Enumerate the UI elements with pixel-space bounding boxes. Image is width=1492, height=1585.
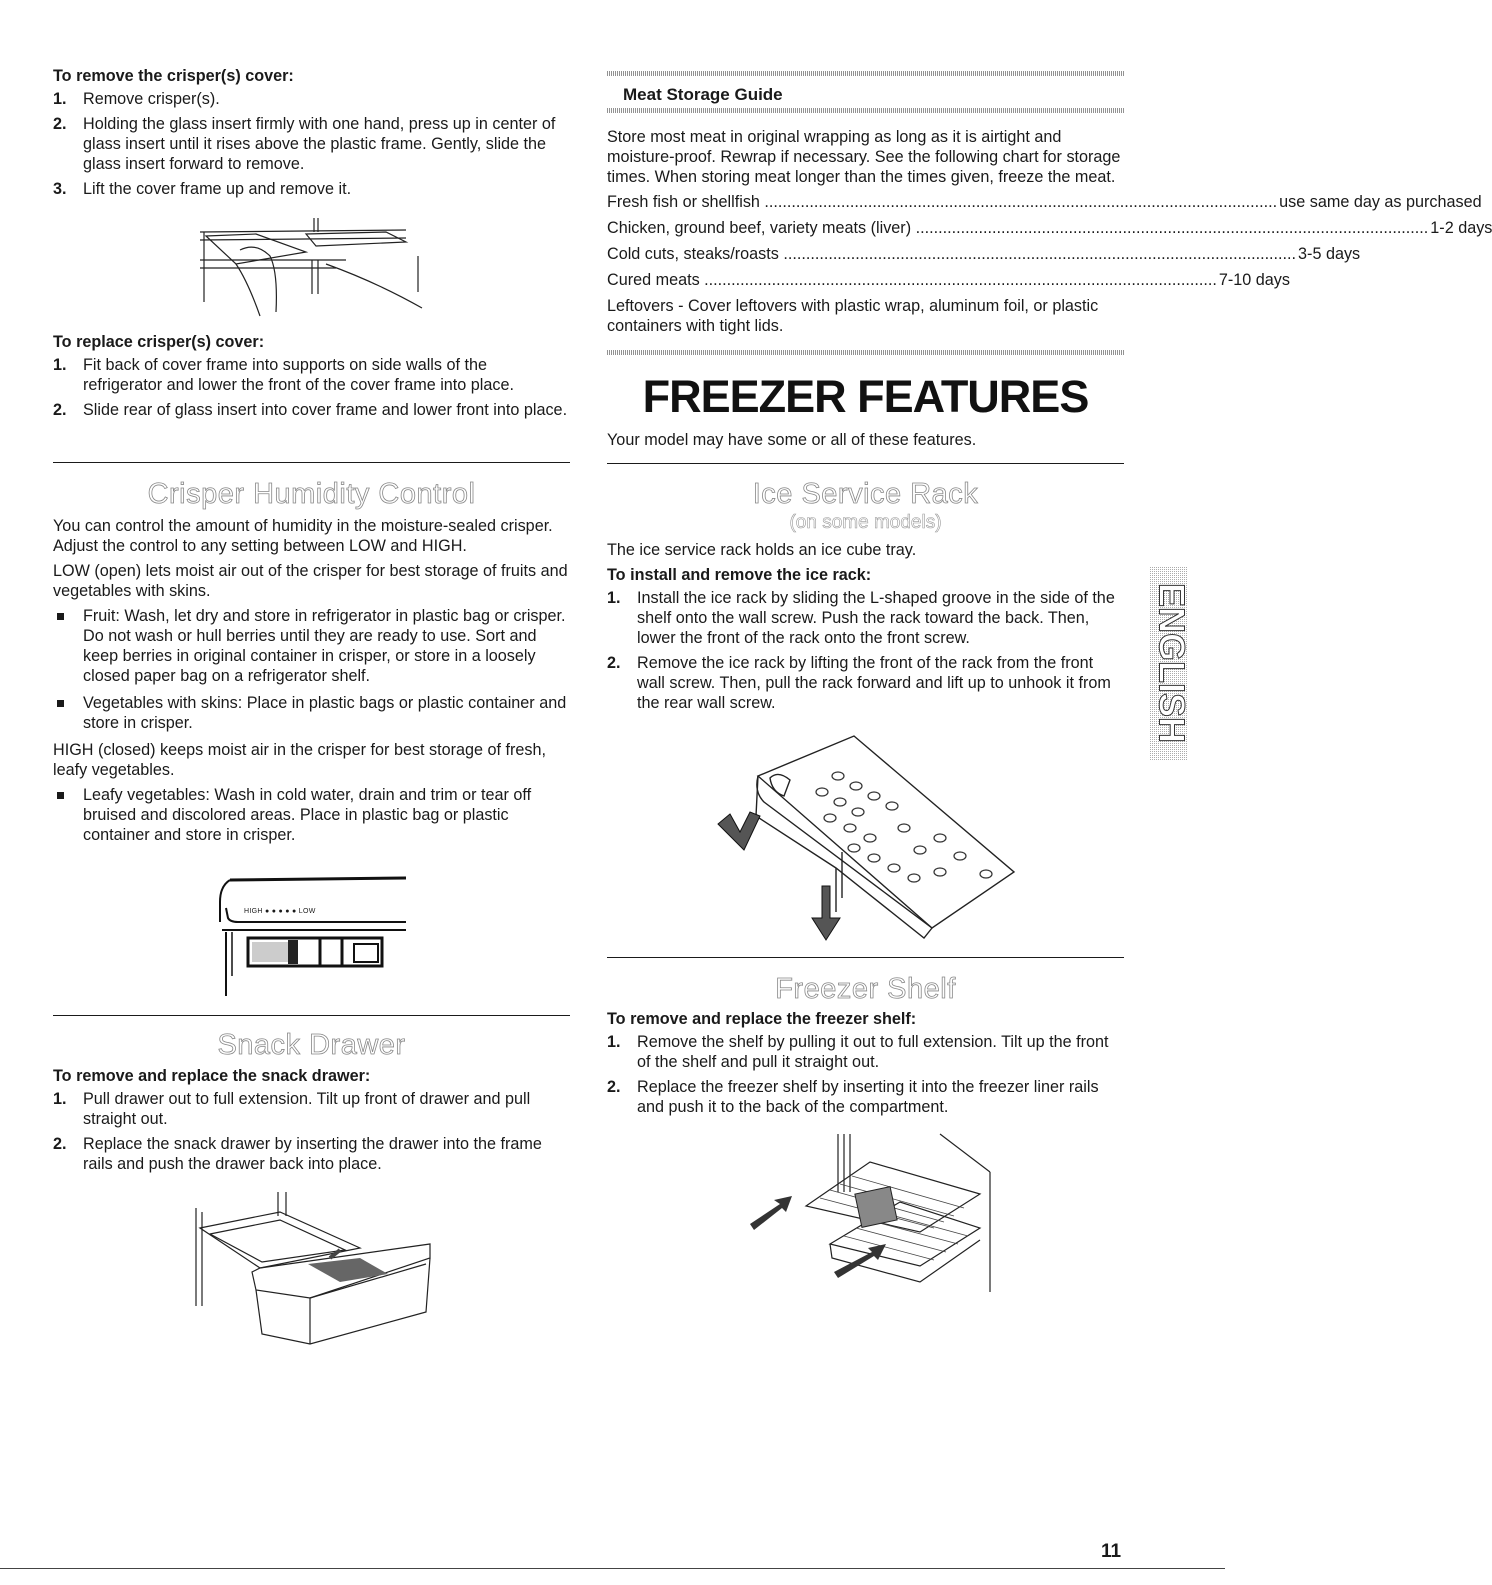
list-item: 2. Replace the freezer shelf by inserting it into the freezer liner rails and push it to the back of the compartment. <box>607 1078 1099 1116</box>
meat-intro: Store most meat in original wrapping as long as it is airtight and moisture-proof. Rewrap if necessary. See the following chart for storage times. When storing meat longer than the times given, freeze the meat. <box>607 128 1121 186</box>
meat-title-rule <box>607 108 1124 113</box>
table-row: Cured meats ..... 7-10 days <box>607 270 1124 290</box>
snack-title: Snack Drawer <box>217 1029 406 1061</box>
humidity-title: Crisper Humidity Control <box>147 478 476 510</box>
list-item: 1. Install the ice rack by sliding the L-shaped groove in the side of the shelf onto the wall screw. Push the rack toward the back. Then, lower the front of the rack onto the front screw. <box>607 589 1115 647</box>
list-item: 1. Pull drawer out to full extension. Tilt up front of drawer and pull straight out. <box>53 1090 531 1128</box>
humidity-control-label: HIGH ● ● ● ● ● LOW <box>244 908 316 915</box>
list-item: Vegetables with skins: Place in plastic bags or plastic container and store in crisper. <box>53 693 570 733</box>
snack-drawer-illustration <box>190 1188 440 1348</box>
list-item: 2. Slide rear of glass insert into cover frame and lower front into place. <box>53 401 568 419</box>
left-column-lower <box>53 462 570 852</box>
list-item: 1. Fit back of cover frame into supports on side walls of the refrigerator and lower the front of the cover frame into place. <box>53 356 514 394</box>
remove-cover-heading: To remove the crisper(s) cover: <box>53 67 294 85</box>
freezer-features-title: FREEZER FEATURES <box>642 371 1089 422</box>
humidity-intro: You can control the amount of humidity in the moisture-sealed crisper. Adjust the control to any setting between LOW and HIGH. <box>53 517 553 555</box>
ice-rack-intro: The ice service rack holds an ice cube tray. <box>607 541 917 559</box>
ice-rack-illustration <box>704 732 1024 944</box>
high-bullets <box>53 785 570 845</box>
replace-cover-steps <box>53 355 570 420</box>
table-row: Chicken, ground beef, variety meats (liver) ..... 1-2 days <box>607 218 1124 238</box>
freezer-shelf-illustration <box>740 1132 1000 1294</box>
ice-rack-steps <box>607 588 1124 713</box>
meat-bottom-rule <box>607 350 1124 355</box>
ice-rack-subtitle: (on some models) <box>789 512 942 533</box>
freezer-shelf-section <box>607 957 1124 1122</box>
page-number: 11 <box>1101 1541 1122 1562</box>
list-item: Leafy vegetables: Wash in cold water, drain and trim or tear off bruised and discolored areas. Place in plastic bag or plastic container and store in crisper. <box>53 785 570 845</box>
freezer-shelf-heading: To remove and replace the freezer shelf: <box>607 1010 917 1028</box>
humidity-low: LOW (open) lets moist air out of the crisper for best storage of fruits and vegetables with skins. <box>53 562 568 600</box>
freezer-shelf-title: Freezer Shelf <box>775 973 956 1005</box>
meat-top-rule <box>607 71 1124 76</box>
snack-steps <box>53 1089 570 1174</box>
meat-leftovers: Leftovers - Cover leftovers with plastic wrap, aluminum foil, or plastic containers with tight lids. <box>607 297 1099 335</box>
english-side-tab <box>1150 567 1193 760</box>
meat-title: Meat Storage Guide <box>623 85 783 104</box>
ice-rack-heading: To install and remove the ice rack: <box>607 566 872 584</box>
humidity-high: HIGH (closed) keeps moist air in the crisper for best storage of fresh, leafy vegetables. <box>53 741 547 779</box>
remove-cover-steps <box>53 89 570 199</box>
list-item: 2. Replace the snack drawer by inserting the drawer into the frame rails and push the drawer back into place. <box>53 1135 542 1173</box>
ice-rack-title: Ice Service Rack <box>752 478 979 510</box>
list-item: 1. Remove the shelf by pulling it out to full extension. Tilt up the front of the shelf and pull it straight out. <box>607 1033 1109 1071</box>
page-bottom-rule <box>0 1568 1225 1569</box>
list-item: 3. Lift the cover frame up and remove it. <box>53 180 352 198</box>
humidity-control-illustration <box>218 872 408 998</box>
low-bullets <box>53 606 570 733</box>
table-row: Fresh fish or shellfish ..... use same day as purchased <box>607 192 1124 212</box>
side-tab-label: ENGLISH <box>1151 582 1193 744</box>
snack-heading: To remove and replace the snack drawer: <box>53 1067 371 1085</box>
list-item: 2. Remove the ice rack by lifting the front of the rack from the front wall screw. Then, pull the rack forward and lift up to unhook it from the rear wall screw. <box>607 654 1111 712</box>
list-item: Fruit: Wash, let dry and store in refrigerator in plastic bag or crisper. Do not wash or hull berries until they are ready to use. Sort and keep berries in original container in crisper, or store in a loosely closed paper bag on a refrigerator shelf. <box>53 606 570 686</box>
list-item: 2. Holding the glass insert firmly with one hand, press up in center of glass insert until it rises above the plastic frame. Gently, slide the glass insert forward to remove. <box>53 115 556 173</box>
crisper-cover-illustration <box>196 212 426 322</box>
snack-section <box>53 1015 570 1179</box>
list-item: 1. Remove crisper(s). <box>53 90 220 108</box>
table-row: Cold cuts, steaks/roasts ..... 3-5 days <box>607 244 1124 264</box>
freezer-shelf-steps <box>607 1032 1124 1117</box>
freezer-intro: Your model may have some or all of these features. <box>607 431 977 449</box>
replace-cover-heading: To replace crisper(s) cover: <box>53 333 265 351</box>
